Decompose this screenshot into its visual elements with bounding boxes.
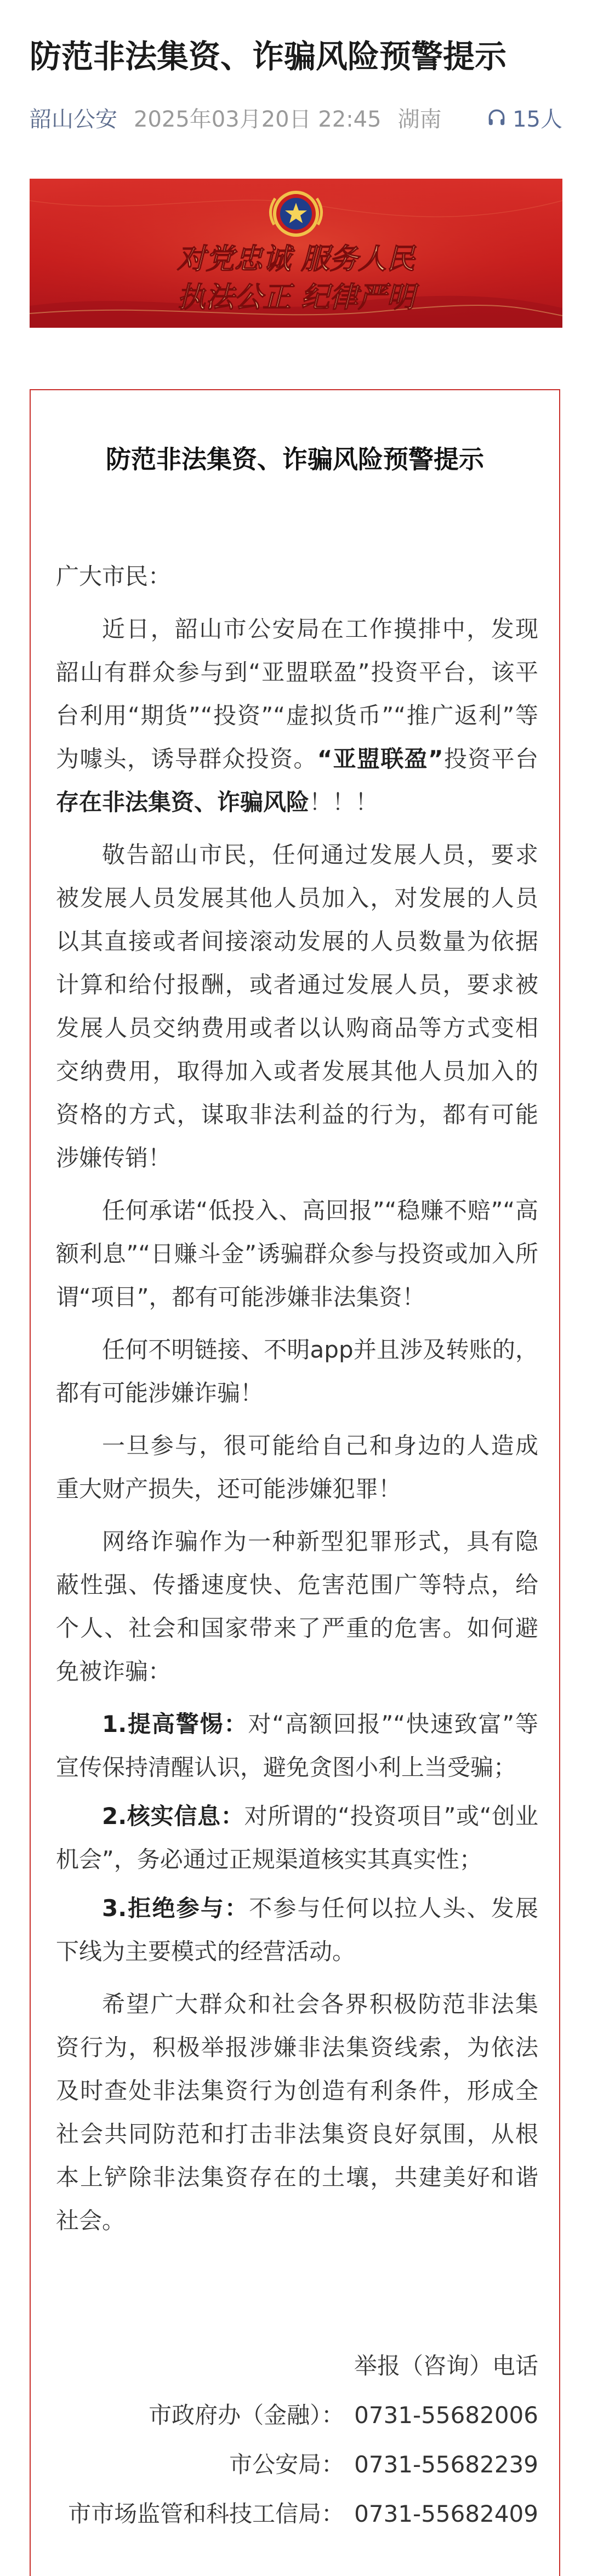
paragraph-5: 一旦参与，很可能给自己和身边的人造成重大财产损失，还可能涉嫌犯罪！ bbox=[56, 1432, 538, 1502]
banner-line-2: 执法公正 纪律严明 bbox=[177, 281, 415, 314]
notice-title: 防范非法集资、诈骗风险预警提示 bbox=[106, 444, 484, 474]
contact-row bbox=[56, 2391, 538, 2440]
publish-region: 湖南 bbox=[397, 106, 442, 132]
contact-row bbox=[56, 2440, 538, 2489]
tip-2: 2.核实信息：对所谓的“投资项目”或“创业机会”，务必通过正规渠道核实其真实性； bbox=[56, 1803, 538, 1873]
publish-date: 2025年03月20日 22:45 bbox=[134, 106, 382, 132]
contact-row bbox=[56, 2489, 538, 2539]
listen-count: 15人 bbox=[513, 106, 562, 132]
contact-org: 市市场监管和科技工信局： bbox=[68, 2500, 345, 2527]
tip-3: 3.拒绝参与：不参与任何以拉人头、发展下线为主要模式的经营活动。 bbox=[56, 1895, 538, 1965]
banner-line-1: 对党忠诚 服务人民 bbox=[177, 242, 415, 276]
contact-phone[interactable]: 0731-55682409 bbox=[354, 2500, 538, 2527]
contact-org: 市公安局： bbox=[229, 2451, 345, 2478]
paragraph-4: 任何不明链接、不明app并且涉及转账的，都有可能涉嫌诈骗！ bbox=[56, 1336, 538, 1406]
tip-1: 1.提高警惕：对“高额回报”“快速致富”等宣传保持清醒认识，避免贪图小利上当受骗； bbox=[56, 1711, 538, 1781]
contact-list bbox=[56, 2341, 538, 2539]
warning-notice-box bbox=[30, 389, 560, 2576]
greeting: 广大市民： bbox=[56, 563, 172, 590]
author-link[interactable]: 韶山公安 bbox=[30, 106, 117, 132]
article-meta bbox=[30, 102, 562, 133]
paragraph-2: 敬告韶山市民，任何通过发展人员，要求被发展人员发展其他人员加入，对发展的人员以其直接或者间接滚动发展的人员数量为依据计算和给付报酬，或者通过发展人员，要求被发展人员交纳费用或者以认购商品等方式变相交纳费用，取得加入或者发展其他人员加入的资格的方式，谋取非法利益的行为，都有可能涉嫌传销！ bbox=[56, 841, 538, 1171]
contact-phone[interactable]: 0731-55682006 bbox=[354, 2402, 538, 2429]
paragraph-6: 网络诈骗作为一种新型犯罪形式，具有隐蔽性强、传播速度快、危害范围广等特点，给个人、社会和国家带来了严重的危害。如何避免被诈骗： bbox=[56, 1528, 538, 1685]
notice-content bbox=[56, 555, 538, 2252]
police-banner bbox=[30, 179, 562, 328]
contact-heading: 举报（咨询）电话 bbox=[354, 2352, 538, 2379]
paragraph-3: 任何承诺“低投入、高回报”“稳赚不赔”“高额利息”“日赚斗金”诱骗群众参与投资或加入所谓“项目”，都有可能涉嫌非法集资！ bbox=[56, 1197, 538, 1310]
listen-button[interactable] bbox=[486, 102, 562, 133]
article-title: 防范非法集资、诈骗风险预警提示 bbox=[30, 38, 507, 75]
contact-org: 市政府办（金融）： bbox=[149, 2402, 345, 2429]
contact-phone[interactable]: 0731-55682239 bbox=[354, 2451, 538, 2478]
paragraph-1: 近日，韶山市公安局在工作摸排中，发现韶山有群众参与到“亚盟联盈”投资平台，该平台利用“期货”“投资”“虚拟货币”“推广返利”等为噱头，诱导群众投资。“亚盟联盈”投资平台存在非法集资、诈骗风险！！！ bbox=[56, 615, 538, 816]
paragraph-7: 希望广大群众和社会各界积极防范非法集资行为，积极举报涉嫌非法集资线索，为依法及时查处非法集资行为创造有利条件，形成全社会共同防范和打击非法集资良好氛围，从根本上铲除非法集资存在的土壤，共建美好和谐社会。 bbox=[56, 1991, 538, 2234]
headphones-icon bbox=[486, 107, 507, 128]
